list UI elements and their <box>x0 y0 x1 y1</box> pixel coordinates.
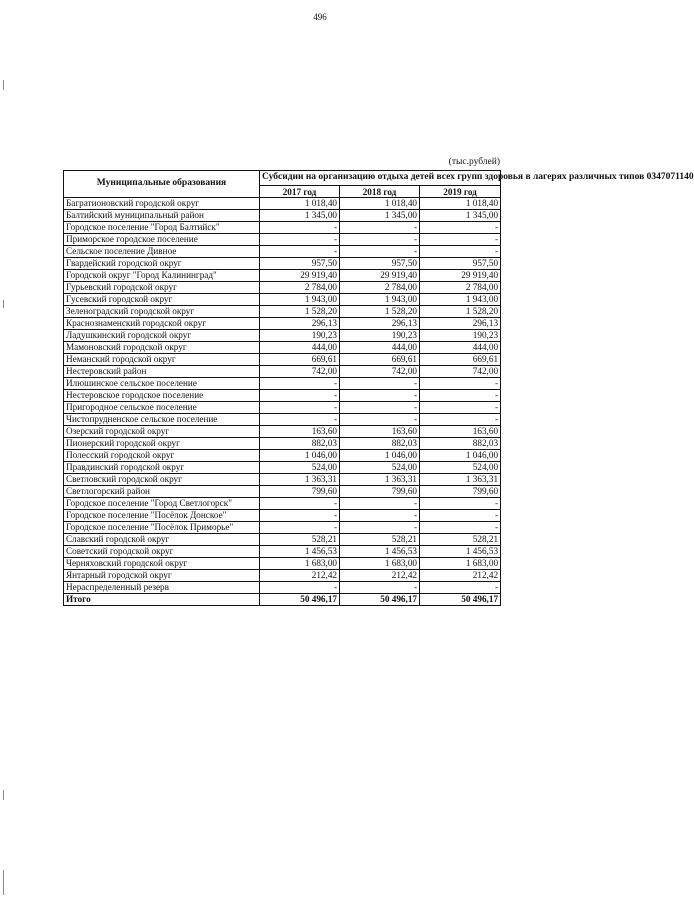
units-label: (тыс.рублей) <box>448 157 500 167</box>
municipality-name: Янтарный городской округ <box>64 569 260 581</box>
value-2019: 29 919,40 <box>420 269 501 281</box>
value-2019: 1 363,31 <box>420 473 501 485</box>
table-row <box>64 389 501 401</box>
table-row <box>64 437 501 449</box>
value-2017: - <box>260 245 340 257</box>
municipality-name: Сельское поселение Дивное <box>64 245 260 257</box>
year-header-2018: 2018 год <box>340 185 420 197</box>
total-value-2018: 50 496,17 <box>340 593 420 605</box>
value-2018: - <box>340 221 420 233</box>
value-2017: 799,60 <box>260 485 340 497</box>
value-2017: - <box>260 233 340 245</box>
table-row <box>64 233 501 245</box>
table-row <box>64 449 501 461</box>
value-2018: 1 683,00 <box>340 557 420 569</box>
value-2019: 742,00 <box>420 365 501 377</box>
scan-edge-mark <box>3 300 4 308</box>
value-2019: 2 784,00 <box>420 281 501 293</box>
table-row <box>64 545 501 557</box>
municipality-name: Гусевский городской округ <box>64 293 260 305</box>
value-2018: 1 363,31 <box>340 473 420 485</box>
table-row <box>64 485 501 497</box>
value-2018: 957,50 <box>340 257 420 269</box>
value-2019: 1 046,00 <box>420 449 501 461</box>
table-row <box>64 581 501 593</box>
year-header-2017: 2017 год <box>260 185 340 197</box>
municipality-name: Городское поселение "Посёлок Приморье" <box>64 521 260 533</box>
value-2018: 1 943,00 <box>340 293 420 305</box>
value-2017: 2 784,00 <box>260 281 340 293</box>
value-2017: - <box>260 401 340 413</box>
value-2019: 669,61 <box>420 353 501 365</box>
table-row <box>64 497 501 509</box>
municipality-name: Зеленоградский городской округ <box>64 305 260 317</box>
value-2017: 524,00 <box>260 461 340 473</box>
scan-edge-mark <box>3 790 4 800</box>
table-row <box>64 353 501 365</box>
value-2018: - <box>340 581 420 593</box>
value-2018: 669,61 <box>340 353 420 365</box>
table-row <box>64 569 501 581</box>
value-2018: 296,13 <box>340 317 420 329</box>
value-2017: 190,23 <box>260 329 340 341</box>
table-row <box>64 509 501 521</box>
value-2018: - <box>340 521 420 533</box>
table-row <box>64 413 501 425</box>
value-2019: 528,21 <box>420 533 501 545</box>
municipality-name: Гурьевский городской округ <box>64 281 260 293</box>
municipality-name: Советский городской округ <box>64 545 260 557</box>
value-2017: 296,13 <box>260 317 340 329</box>
table-row <box>64 317 501 329</box>
scan-edge-mark <box>3 870 4 895</box>
value-2019: 1 018,40 <box>420 197 501 209</box>
value-2018: 799,60 <box>340 485 420 497</box>
table-row <box>64 533 501 545</box>
value-2017: - <box>260 497 340 509</box>
table-row <box>64 245 501 257</box>
municipality-name: Светловский городской округ <box>64 473 260 485</box>
table-row <box>64 521 501 533</box>
table-row <box>64 257 501 269</box>
value-2019: - <box>420 389 501 401</box>
value-2017: 212,42 <box>260 569 340 581</box>
municipality-name: Городское поселение "Город Светлогорск" <box>64 497 260 509</box>
value-2018: 163,60 <box>340 425 420 437</box>
table-row <box>64 197 501 209</box>
municipality-name: Гвардейский городской округ <box>64 257 260 269</box>
municipality-header: Муниципальные образования <box>64 171 260 198</box>
municipality-name: Ладушкинский городской округ <box>64 329 260 341</box>
municipality-name: Мамоновский городской округ <box>64 341 260 353</box>
value-2018: 29 919,40 <box>340 269 420 281</box>
value-2018: 1 456,53 <box>340 545 420 557</box>
value-2017: - <box>260 389 340 401</box>
year-header-2019: 2019 год <box>420 185 501 197</box>
value-2017: - <box>260 377 340 389</box>
value-2017: - <box>260 221 340 233</box>
table-row <box>64 341 501 353</box>
table-row <box>64 377 501 389</box>
municipality-name: Славский городской округ <box>64 533 260 545</box>
value-2019: - <box>420 377 501 389</box>
value-2017: 957,50 <box>260 257 340 269</box>
value-2018: - <box>340 413 420 425</box>
value-2019: 1 683,00 <box>420 557 501 569</box>
table-row <box>64 209 501 221</box>
table-row <box>64 305 501 317</box>
municipality-name: Приморское городское поселение <box>64 233 260 245</box>
municipality-name: Пионерский городской округ <box>64 437 260 449</box>
value-2017: 882,03 <box>260 437 340 449</box>
value-2017: 669,61 <box>260 353 340 365</box>
municipality-name: Светлогорский район <box>64 485 260 497</box>
municipality-name: Илюшинское сельское поселение <box>64 377 260 389</box>
value-2018: 444,00 <box>340 341 420 353</box>
value-2019: 1 528,20 <box>420 305 501 317</box>
value-2019: 296,13 <box>420 317 501 329</box>
value-2017: 1 943,00 <box>260 293 340 305</box>
total-label: Итого <box>64 593 260 605</box>
value-2017: 1 018,40 <box>260 197 340 209</box>
value-2017: 1 046,00 <box>260 449 340 461</box>
table-row <box>64 293 501 305</box>
municipality-name: Чистопрудненское сельское поселение <box>64 413 260 425</box>
table-body <box>64 197 501 605</box>
value-2018: - <box>340 389 420 401</box>
value-2019: - <box>420 233 501 245</box>
value-2019: 444,00 <box>420 341 501 353</box>
table-row <box>64 365 501 377</box>
value-2018: 1 018,40 <box>340 197 420 209</box>
total-value-2019: 50 496,17 <box>420 593 501 605</box>
value-2018: - <box>340 401 420 413</box>
value-2017: 1 363,31 <box>260 473 340 485</box>
value-2019: 163,60 <box>420 425 501 437</box>
municipality-name: Багратионовский городской округ <box>64 197 260 209</box>
subsidy-table <box>63 170 694 606</box>
value-2018: 742,00 <box>340 365 420 377</box>
value-2018: 1 528,20 <box>340 305 420 317</box>
value-2019: - <box>420 401 501 413</box>
value-2019: - <box>420 509 501 521</box>
value-2018: 190,23 <box>340 329 420 341</box>
value-2017: 1 683,00 <box>260 557 340 569</box>
value-2018: - <box>340 497 420 509</box>
value-2017: 742,00 <box>260 365 340 377</box>
municipality-name: Краснознаменский городской округ <box>64 317 260 329</box>
value-2017: 1 528,20 <box>260 305 340 317</box>
table-row <box>64 425 501 437</box>
value-2018: 528,21 <box>340 533 420 545</box>
value-2019: 1 345,00 <box>420 209 501 221</box>
value-2019: - <box>420 413 501 425</box>
value-2019: 524,00 <box>420 461 501 473</box>
value-2017: - <box>260 581 340 593</box>
value-2018: 2 784,00 <box>340 281 420 293</box>
table-row <box>64 473 501 485</box>
subsidy-header: Субсидии на организацию отдыха детей всех групп здоровья в лагерях различных типов 0347071140 <box>260 171 501 186</box>
value-2019: 1 456,53 <box>420 545 501 557</box>
value-2017: 163,60 <box>260 425 340 437</box>
value-2017: - <box>260 413 340 425</box>
municipality-name: Городское поселение "Город Балтийск" <box>64 221 260 233</box>
value-2019: - <box>420 221 501 233</box>
value-2019: 882,03 <box>420 437 501 449</box>
table-row <box>64 269 501 281</box>
municipality-name: Балтийский муниципальный район <box>64 209 260 221</box>
table-row <box>64 329 501 341</box>
value-2019: 190,23 <box>420 329 501 341</box>
value-2018: - <box>340 233 420 245</box>
municipality-name: Пригородное сельское поселение <box>64 401 260 413</box>
value-2018: 882,03 <box>340 437 420 449</box>
scan-edge-mark <box>3 80 4 90</box>
value-2018: - <box>340 377 420 389</box>
value-2019: - <box>420 521 501 533</box>
municipality-name: Черняховский городской округ <box>64 557 260 569</box>
page-number: 496 <box>313 12 327 22</box>
value-2018: 1 345,00 <box>340 209 420 221</box>
value-2019: 799,60 <box>420 485 501 497</box>
value-2019: 957,50 <box>420 257 501 269</box>
value-2018: - <box>340 245 420 257</box>
value-2018: 212,42 <box>340 569 420 581</box>
value-2017: - <box>260 521 340 533</box>
municipality-name: Правдинский городской округ <box>64 461 260 473</box>
table-row <box>64 401 501 413</box>
value-2019: 212,42 <box>420 569 501 581</box>
table-row <box>64 281 501 293</box>
municipality-name: Неманский городской округ <box>64 353 260 365</box>
value-2017: - <box>260 509 340 521</box>
value-2019: 1 943,00 <box>420 293 501 305</box>
value-2018: 1 046,00 <box>340 449 420 461</box>
value-2019: - <box>420 245 501 257</box>
municipality-name: Городской округ "Город Калининград" <box>64 269 260 281</box>
municipality-name: Озерский городской округ <box>64 425 260 437</box>
value-2019: - <box>420 581 501 593</box>
value-2018: 524,00 <box>340 461 420 473</box>
total-row <box>64 593 501 605</box>
municipality-name: Полесский городской округ <box>64 449 260 461</box>
value-2017: 1 345,00 <box>260 209 340 221</box>
municipality-name: Нестеровское городское поселение <box>64 389 260 401</box>
value-2017: 1 456,53 <box>260 545 340 557</box>
municipality-name: Нестеровский район <box>64 365 260 377</box>
table-row <box>64 221 501 233</box>
total-value-2017: 50 496,17 <box>260 593 340 605</box>
municipality-name: Нераспределенный резерв <box>64 581 260 593</box>
value-2017: 29 919,40 <box>260 269 340 281</box>
value-2017: 528,21 <box>260 533 340 545</box>
value-2017: 444,00 <box>260 341 340 353</box>
municipality-name: Городское поселение "Посёлок Донское" <box>64 509 260 521</box>
table-row <box>64 461 501 473</box>
value-2018: - <box>340 509 420 521</box>
value-2019: - <box>420 497 501 509</box>
table-row <box>64 557 501 569</box>
